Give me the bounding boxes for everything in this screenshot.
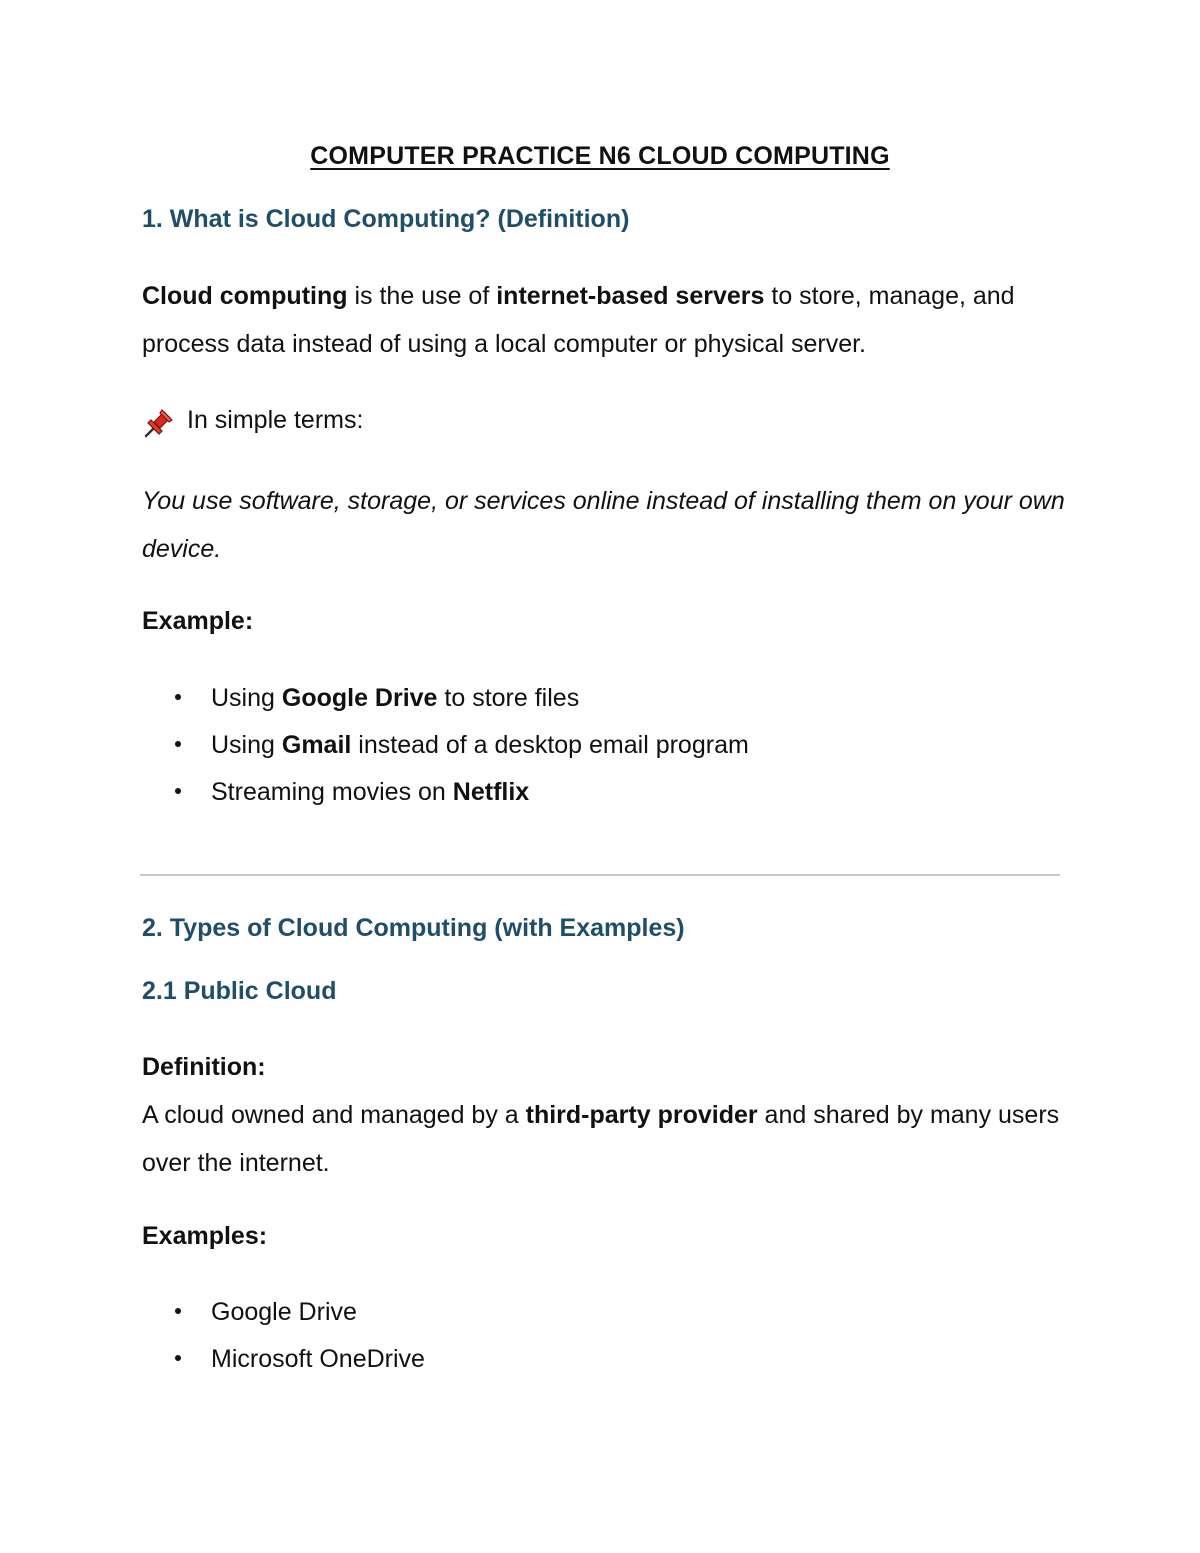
bullet-icon [175,1308,181,1314]
definition-label: Definition: [142,1053,266,1081]
simple-terms-label: In simple terms: [187,406,364,434]
list-item: Microsoft OneDrive [175,1344,425,1391]
public-cloud-definition: A cloud owned and managed by a third-party provider and shared by many users over the internet. [142,1101,1060,1177]
examples-label: Examples: [142,1222,268,1250]
term-third-party-provider: third-party provider [525,1101,758,1129]
term-internet-servers: internet-based servers [496,282,765,310]
list-item: Using Gmail instead of a desktop email program [175,730,749,777]
definition-text-2: to store, manage, and process data instead of using a local computer or physical server. [142,282,1015,358]
simple-terms-text: You use software, storage, or services online instead of installing them on your own device. [142,487,1065,563]
section-1-heading: 1. What is Cloud Computing? (Definition) [142,205,630,233]
bullet-icon [175,1355,181,1361]
example-label: Example: [142,607,254,635]
section-2-heading: 2. Types of Cloud Computing (with Examples) [142,914,685,942]
pushpin-icon [142,406,176,440]
list-item: Using Google Drive to store files [175,683,749,730]
bullet-icon [175,741,181,747]
section-2-1-heading: 2.1 Public Cloud [142,977,337,1005]
public-cloud-examples-list [175,1297,425,1391]
term-cloud-computing: Cloud computing [142,282,348,310]
bullet-icon [175,694,181,700]
horizontal-divider [140,874,1060,876]
example-list [175,683,749,824]
list-item: Streaming movies on Netflix [175,777,749,824]
list-item: Google Drive [175,1297,425,1344]
bullet-icon [175,788,181,794]
definition-text-1: is the use of [347,282,497,310]
cloud-definition-paragraph [142,272,1082,368]
document-title: COMPUTER PRACTICE N6 CLOUD COMPUTING [310,142,890,170]
